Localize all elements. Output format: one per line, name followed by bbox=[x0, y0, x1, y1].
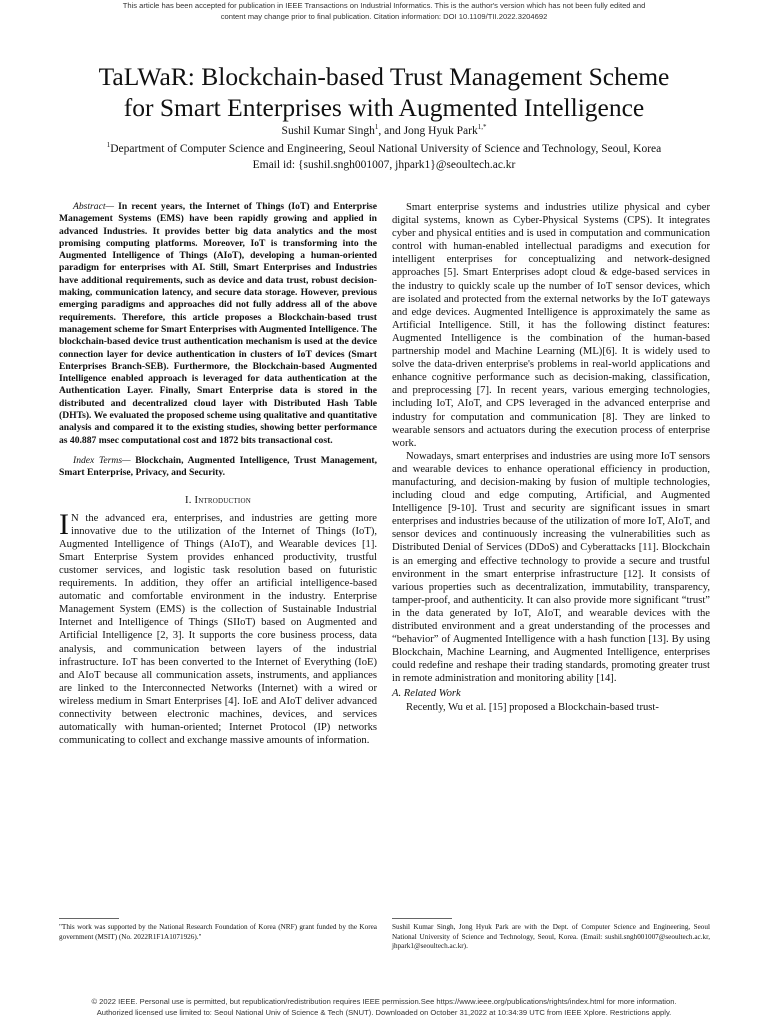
section-numeral: I. bbox=[185, 494, 195, 506]
author-email: Email id: {sushil.sngh001007, jhpark1}@seoultech.ac.kr bbox=[252, 159, 516, 171]
left-column bbox=[59, 201, 377, 747]
index-terms-label: Index Terms— bbox=[73, 454, 131, 466]
footnote-funding: "This work was supported by the National Research Foundation of Korea (NRF) grant funded by the Korea government (MSIT) (No. 2022R1F1A1071926)." bbox=[59, 923, 377, 941]
affiliation-text: Department of Computer Science and Engineering, Seoul National University of Science and Technology, Seoul, Korea bbox=[110, 143, 662, 155]
drop-cap: I bbox=[59, 507, 69, 541]
header-note-line-1: This article has been accepted for publication in IEEE Transactions on Industrial Informatics. This is the author's version which has not been fully edited and bbox=[122, 1, 646, 10]
section-title: Introduction bbox=[194, 494, 251, 506]
intro-paragraph-3: Nowadays, smart enterprises and industries are using more IoT sensors and wearable devices to enhance operational efficiency in production, manufacturing, and decision-making by fusion of multiple technologies, including cloud and edge computing, Artificial, and Augmented Intelligence [9-10]. Trust and security are significant issues in smart enterprises and industries because of the utilization of more IoT, AIoT, and sensor devices and continuously increasing the vulnerabilities such as Distributed Denial of Services (DDoS) and Cyberattacks [11]. Blockchain is an emerging and effective technology to provide a secure and trustful environment in the smart enterprise infrastructure [12]. It consists of various properties such as decentralization, immutability, transparency, tamper-proof, and authenticity. It can also provide more significant “trust” in the data generated by IoT, AIoT, and wearable devices with the distributed environment and a great understanding of the processes and “behavior” of Augmented Intelligence with a hash function [13]. By using Blockchain, Machine Learning, and Augmented Intelligence, enterprises could redefine and reshape their trading standards, promoting greater trust in remote administration and monitoring ability [14]. bbox=[392, 450, 710, 685]
header-note-line-2: content may change prior to final publication. Citation information: DOI 10.1109/TII.2022.3204692 bbox=[220, 12, 548, 21]
abstract bbox=[59, 201, 377, 447]
author-list bbox=[0, 124, 768, 138]
intro-paragraph-2: Smart enterprise systems and industries utilize physical and cyber digital systems, known as Cyber-Physical Systems (CPS). It integrates cyber and physical entities and is used in computation and communication control with human-enabled intellectual paradigms and execution for intelligent enterprises for conceptualizing and network-designed approaches [5]. Smart Enterprises adopt cloud & edge-based services in the industry to quickly scale up the number of IoT sensor devices, which are isolated and protected from the external networks by the IoT gateways and edge devices. Augmented Intelligence is approximately the same as Artificial Intelligence. Still, it has the following distinct features: Augmented Intelligence is the combination of the human-based partnership model and Machine Learning (ML)[6]. It is widely used to solve the data-driven enterprise's problems in real-world applications and enhance cognitive performance such as decision-making, classification, and preprocessing [7]. In recent years, various emerging technologies, including IoT, AIoT, and CPS leveraged in the advanced enterprise and industry for computation and communication [8]. They are linked to wearable sensors and actuators during the execution process of enterprise work. bbox=[392, 202, 710, 449]
header-note bbox=[0, 0, 768, 22]
author-2-sup: 1,* bbox=[477, 123, 487, 132]
index-terms-text: Blockchain, Augmented Intelligence, Trust Management, Smart Enterprise, Privacy, and Security. bbox=[59, 454, 377, 479]
paper-title-line-1: TaLWaR: Blockchain-based Trust Management Scheme bbox=[98, 62, 670, 91]
author-2: Jong Hyuk Park bbox=[403, 125, 478, 137]
author-separator: , and bbox=[378, 125, 404, 137]
page-footer bbox=[0, 996, 768, 1018]
footnote-rule-left bbox=[59, 918, 119, 919]
intro-paragraph-1 bbox=[59, 507, 377, 748]
intro-paragraph-1-text: N the advanced era, enterprises, and industries are getting more innovative due to the utilization of the Internet of Things (IoT), Augmented Intelligence of Things (AIoT), and Wearable devices [1]. Smart Enterprise System provides enhanced productivity, trustful customer services, and logistic task resolution based on futuristic requirements. In addition, they offer an artificial intelligence-based automatic and comfortable environment in the industry. Enterprise Management System (EMS) is the collection of Sustainable Industrial Internet and Intelligence of Things (SIIoT) based on Augmented and Artificial Intelligence [2, 3]. It supports the core business process, data analysis, and communication between layers of the industrial infrastructure. IoT has been converted to the Internet of Everything (IoE) and AIoT because all communication assets, instruments, and appliances are linked to the Interconnected Networks (Internet) with a wired or wireless medium in Smart Enterprises [4]. IoE and AIoT deliver advanced connectivity between electronic machines, devices, and services automatically with human-oriented; Internet Protocol (IP) networks communicating to collect and exchange massive amounts of information. bbox=[59, 512, 377, 747]
footer-copyright: © 2022 IEEE. Personal use is permitted, but republication/redistribution requires IEEE permission.See https://www.ieee.org/publications/rights/index.html for more information. bbox=[91, 997, 677, 1006]
abstract-label: Abstract— bbox=[73, 201, 115, 212]
abstract-text: In recent years, the Internet of Things (IoT) and Enterprise Management Systems (EMS) have been rapidly growing and applied in advanced Industries. It provides better big data analytics and the most promising computing platforms. Moreover, IoT is transforming into the Augmented Intelligence of Things (AIoT), developing a human-oriented paradigm for enterprises with AI. Still, Smart Enterprises and Industries have additional requirements, such as device and data trust, robust decision-making, communication latency, and secure data storage. However, previous emerging paradigms and approaches did not fully address all of the above requirements. Therefore, this article proposes a Blockchain-based trust management scheme for Smart Enterprises with Augmented Intelligence. The blockchain-based device trust authentication mechanism is used at the device connection layer for device authentication in clusters of IoT devices (Smart Enterprises Branch-SEB). Furthermore, the Blockchain-based Augmented Intelligence enabled approach is leveraged for data authentication at the Authentication Layer. Finally, Smart Enterprise data is stored in the distributed and decentralized cloud layer with Distributed Hash Table (DHTs). We evaluated the proposed scheme using qualitative and quantitative analysis and compared it to the existing studies, showing better performance as 40.887 msec computational cost and 1872 bits transactional cost. bbox=[59, 201, 377, 446]
footnote-authors: Sushil Kumar Singh, Jong Hyuk Park are with the Dept. of Computer Science and Engineering, Seoul National University of Science and Technology, Seoul, Korea. (Email: sushil.sngh001007@seoultech.ac.kr, jhpark1@seoultech.ac.kr). bbox=[392, 923, 710, 950]
paper-title-line-2: for Smart Enterprises with Augmented Intelligence bbox=[123, 93, 645, 122]
related-work-paragraph: Recently, Wu et al. [15] proposed a Blockchain-based trust- bbox=[406, 701, 659, 713]
paper-title bbox=[0, 61, 768, 123]
index-terms bbox=[59, 455, 377, 480]
affiliation-sup: 1 bbox=[106, 141, 111, 150]
subsection-heading-related-work: A. Related Work bbox=[392, 688, 461, 700]
footnote-rule-right bbox=[392, 918, 452, 919]
section-heading-introduction bbox=[59, 494, 377, 507]
author-1-sup: 1 bbox=[374, 123, 379, 132]
footer-license: Authorized licensed use limited to: Seoul National Univ of Science & Tech (SNUT). Downloaded on October 31,2022 at 10:34:39 UTC from IEEE Xplore. Restrictions apply. bbox=[96, 1008, 672, 1017]
affiliation bbox=[0, 142, 768, 156]
right-column bbox=[392, 201, 710, 714]
author-1: Sushil Kumar Singh bbox=[281, 125, 375, 137]
